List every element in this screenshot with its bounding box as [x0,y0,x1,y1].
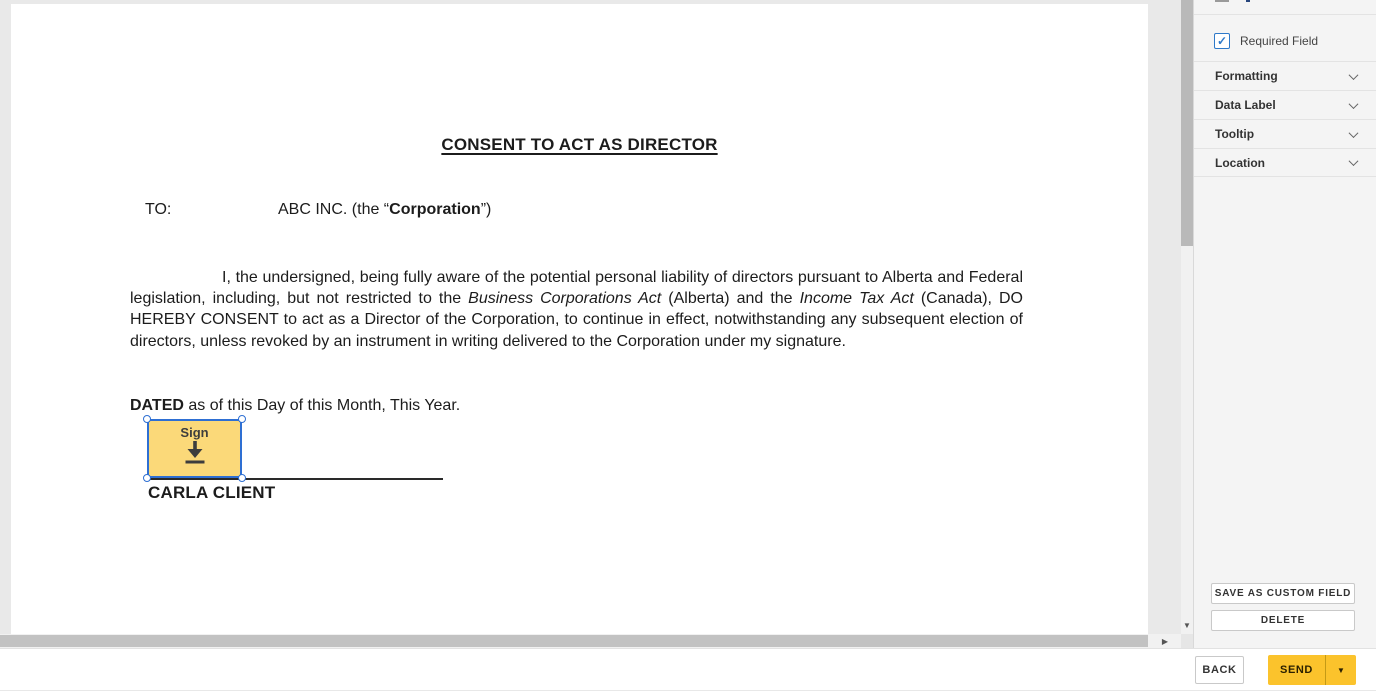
checkmark-icon: ✓ [1216,34,1228,48]
save-as-custom-field-button[interactable]: SAVE AS CUSTOM FIELD [1211,583,1355,604]
footer-bar [0,648,1376,691]
properties-accordion [1194,61,1376,177]
document-page [11,4,1148,634]
chevron-down-icon [1349,128,1359,138]
caret-right-icon: ▶ [1161,636,1169,646]
resize-handle-top-right[interactable] [238,415,246,423]
send-split-button [1268,655,1356,685]
vertical-scrollbar-thumb[interactable] [1181,0,1193,246]
chevron-down-icon [1349,156,1359,166]
document-to-line [145,201,491,219]
panel-divider [1194,14,1376,15]
to-value-suffix: ”) [480,201,492,218]
field-properties-panel [1193,0,1376,648]
accordion-tooltip[interactable]: Tooltip [1194,119,1376,148]
dated-word: DATED [130,397,184,414]
chevron-down-icon [1349,70,1359,80]
to-value-corporation: Corporation [389,201,481,218]
required-field-row [1194,26,1376,56]
scrollbar-corner [1181,634,1193,648]
scroll-down-button[interactable] [1181,616,1193,634]
dated-rest: as of this Day of this Month, This Year. [183,397,461,414]
resize-handle-top-left[interactable] [143,415,151,423]
required-field-label: Required Field [1240,34,1319,48]
sign-arrow-icon [182,441,208,465]
chevron-down-icon [1349,99,1359,109]
vertical-scrollbar[interactable] [1181,0,1193,634]
to-value-prefix: ABC INC. (the “ [278,201,390,218]
signature-field[interactable] [147,419,242,478]
accordion-data-label[interactable]: Data Label [1194,90,1376,119]
send-options-dropdown-button[interactable] [1326,655,1356,685]
caret-down-icon: ▼ [1183,620,1191,630]
caret-down-icon: ▼ [1337,665,1345,675]
back-button[interactable]: BACK [1195,656,1244,684]
accordion-formatting[interactable]: Formatting [1194,61,1376,90]
horizontal-scrollbar-thumb[interactable] [0,635,1148,647]
to-label: TO: [145,201,172,218]
signer-name: CARLA CLIENT [148,483,276,502]
required-field-checkbox[interactable] [1214,33,1230,49]
sign-field-label: Sign [180,425,209,440]
delete-field-button[interactable]: DELETE [1211,610,1355,631]
clipped-control-remnant [1215,0,1229,2]
clipped-control-remnant-2 [1246,0,1250,2]
document-dated-line [130,397,460,415]
horizontal-scrollbar[interactable] [0,634,1181,648]
scroll-right-button[interactable] [1155,634,1175,648]
send-button[interactable]: SEND [1268,655,1326,685]
document-title: CONSENT TO ACT AS DIRECTOR [441,135,718,154]
document-paragraph: I, the undersigned, being fully aware of the potential personal liability of directors pursuant to Alberta and Federal legislation, including, but not restricted to the Business Corporations Act (Alberta) and the Income Tax Act (Canada), DO HEREBY CONSENT to act as a Director of the Corporation, to continue in effect, notwithstanding any subsequent election of directors, unless revoked by an instrument in writing delivered to the Corporation under my signature. [130,269,1024,350]
resize-handle-bottom-right[interactable] [238,474,246,482]
accordion-location[interactable]: Location [1194,148,1376,177]
resize-handle-bottom-left[interactable] [143,474,151,482]
